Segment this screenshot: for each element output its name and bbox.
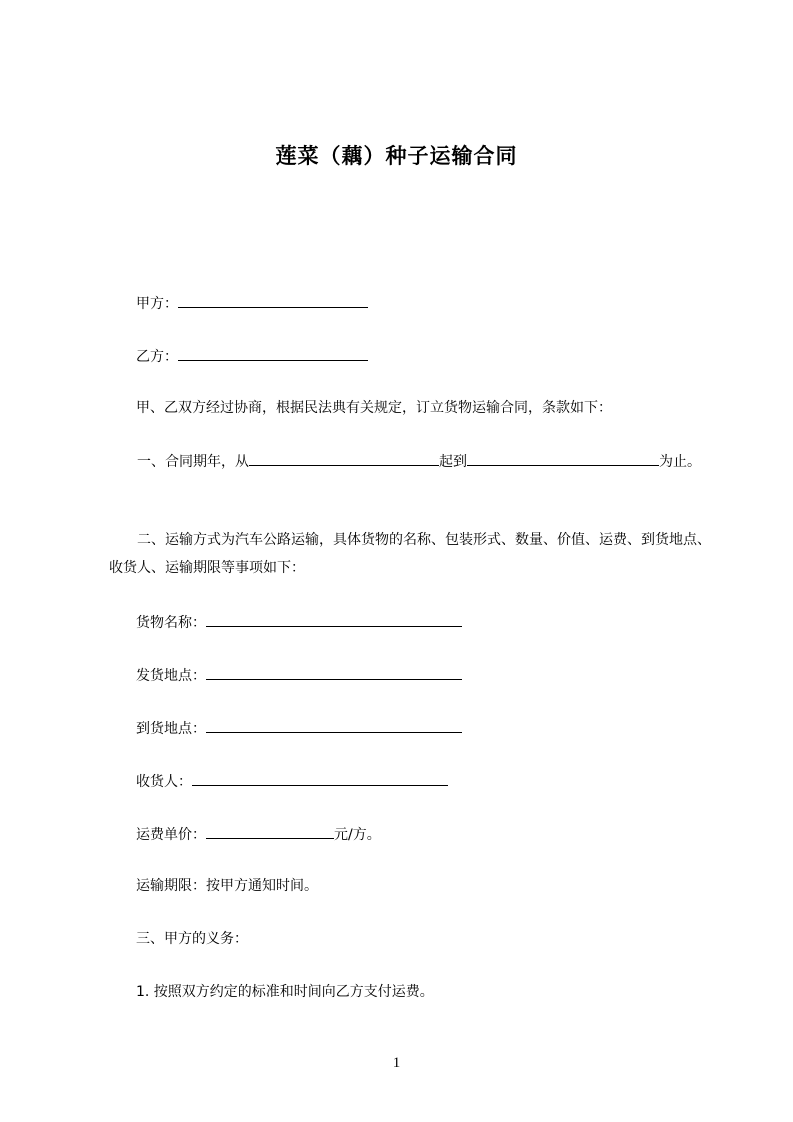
clause-1-prefix: 一、合同期年，从 bbox=[137, 454, 249, 470]
document-title: 莲菜（藕）种子运输合同 bbox=[275, 144, 518, 168]
period-line: 运输期限：按甲方通知时间。 bbox=[136, 878, 318, 894]
party-b-line bbox=[136, 345, 368, 367]
party-b-blank bbox=[178, 345, 368, 361]
goods-name-label: 货物名称： bbox=[136, 615, 206, 631]
freight-blank bbox=[206, 823, 334, 839]
goods-name-blank bbox=[206, 611, 462, 627]
ship-to-blank bbox=[206, 717, 462, 733]
clause-3-heading: 三、甲方的义务： bbox=[136, 931, 248, 947]
ship-from-label: 发货地点： bbox=[136, 668, 206, 684]
consignee-line bbox=[136, 770, 448, 792]
freight-line bbox=[136, 823, 381, 845]
intro-text: 甲、乙双方经过协商，根据民法典有关规定，订立货物运输合同，条款如下： bbox=[136, 400, 612, 416]
ship-to-line bbox=[136, 717, 462, 739]
ship-to-label: 到货地点： bbox=[136, 721, 206, 737]
clause-3-item-1: 1. 按照双方约定的标准和时间向乙方支付运费。 bbox=[136, 984, 434, 1000]
clause-1-start-blank bbox=[249, 450, 439, 466]
consignee-label: 收货人： bbox=[136, 774, 192, 790]
party-a-label: 甲方： bbox=[136, 296, 178, 312]
freight-unit: 元/方。 bbox=[334, 827, 381, 843]
clause-1-end-blank bbox=[467, 450, 659, 466]
party-a-blank bbox=[178, 292, 368, 308]
goods-name-line bbox=[136, 611, 462, 633]
party-b-label: 乙方： bbox=[136, 349, 178, 365]
clause-1-middle: 起到 bbox=[439, 454, 467, 470]
freight-label: 运费单价： bbox=[136, 827, 206, 843]
clause-1 bbox=[109, 448, 712, 476]
ship-from-line bbox=[136, 664, 462, 686]
clause-1-suffix: 为止。 bbox=[659, 454, 701, 470]
ship-from-blank bbox=[206, 664, 462, 680]
party-a-line bbox=[136, 292, 368, 314]
consignee-blank bbox=[192, 770, 448, 786]
clause-2: 二、运输方式为汽车公路运输，具体货物的名称、包装形式、数量、价值、运费、到货地点、收货人、运输期限等事项如下： bbox=[109, 532, 711, 576]
page-number: 1 bbox=[392, 1055, 401, 1071]
